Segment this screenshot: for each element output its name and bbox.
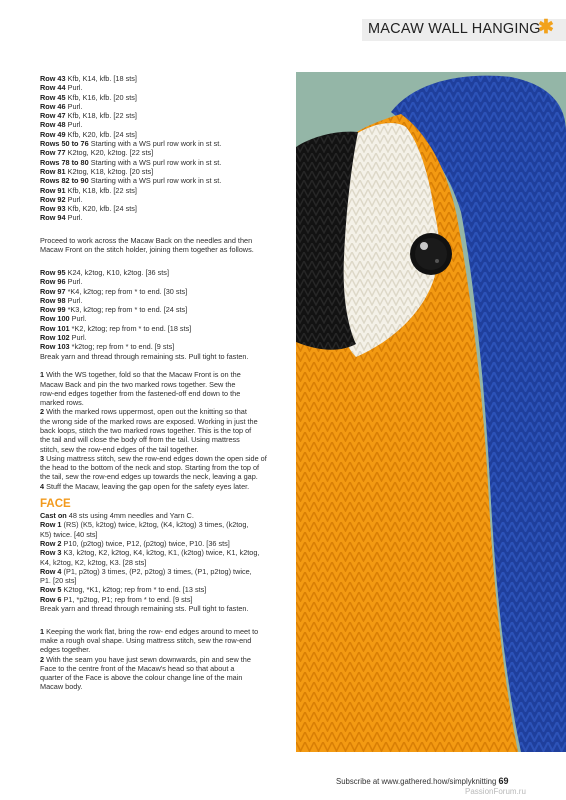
assembly-steps-a bbox=[40, 370, 280, 491]
row-label: Row 6 bbox=[40, 594, 62, 604]
join-line: Macaw Front on the stitch holder, joining them together as follows. bbox=[40, 245, 254, 255]
row-label: Row 91 bbox=[40, 185, 66, 195]
row-text: *k2tog; rep from * to end. [9 sts] bbox=[69, 342, 175, 352]
face-break-instruction: Break yarn and thread through remaining sts. Pull tight to fasten. bbox=[40, 604, 249, 614]
row-label: Cast on bbox=[40, 511, 67, 521]
pattern-row bbox=[40, 83, 280, 92]
step-line bbox=[40, 389, 280, 398]
pattern-row bbox=[40, 195, 280, 204]
step-line bbox=[40, 636, 280, 645]
row-label: Rows 78 to 80 bbox=[40, 157, 89, 167]
pattern-row bbox=[40, 558, 280, 567]
line-text: P1. [20 sts] bbox=[40, 576, 77, 586]
pattern-row bbox=[40, 111, 280, 120]
step-line bbox=[40, 673, 280, 682]
pattern-row bbox=[40, 585, 280, 594]
row-label: Row 2 bbox=[40, 538, 62, 548]
row-text: Kfb, K20, kfb. [24 sts] bbox=[65, 129, 137, 139]
row-text: *K2, k2tog; rep from * to end. [18 sts] bbox=[69, 323, 192, 333]
step-line bbox=[40, 472, 280, 481]
line-text: K2tog, *K1, k2tog; rep from * to end. [13 sts] bbox=[61, 585, 207, 595]
step-line bbox=[40, 380, 280, 389]
step-line bbox=[40, 435, 280, 444]
asterisk-flower-icon: ✱ bbox=[538, 17, 554, 38]
line-text: Keeping the work flat, bring the row- end edges around to meet to bbox=[44, 626, 259, 636]
line-text: Macaw body. bbox=[40, 682, 83, 692]
step-line bbox=[40, 682, 280, 691]
pattern-row bbox=[40, 530, 280, 539]
row-label: Row 4 bbox=[40, 566, 62, 576]
line-text: quarter of the Face is above the colour change line of the main bbox=[40, 673, 243, 683]
pattern-row bbox=[40, 595, 280, 604]
row-label: Row 93 bbox=[40, 204, 66, 214]
assembly-steps-b bbox=[40, 627, 280, 692]
section-heading-face: FACE bbox=[40, 498, 71, 511]
pattern-row bbox=[40, 314, 280, 323]
pattern-column bbox=[40, 74, 280, 692]
step-number: 3 bbox=[40, 453, 45, 463]
pattern-row bbox=[40, 120, 280, 129]
row-label: Row 95 bbox=[40, 267, 66, 277]
join-line: Proceed to work across the Macaw Back on the needles and then bbox=[40, 236, 253, 246]
row-label: Row 45 bbox=[40, 92, 66, 102]
rows-list-a bbox=[40, 74, 280, 223]
row-label: Row 102 bbox=[40, 333, 70, 343]
footer bbox=[336, 776, 509, 786]
line-text: the tail, sew the row-end edges up towards the neck, leaving a gap. bbox=[40, 472, 258, 482]
pattern-row bbox=[40, 324, 280, 333]
line-text: back loops, stitch the two marked rows together. This is the top of bbox=[40, 425, 252, 435]
pattern-row bbox=[40, 167, 280, 176]
pattern-row bbox=[40, 511, 280, 520]
step-line bbox=[40, 454, 280, 463]
row-text: Kfb, K20, kfb. [24 sts] bbox=[65, 204, 137, 214]
line-text: Stuff the Macaw, leaving the gap open for the safety eyes later. bbox=[44, 481, 250, 491]
line-text: stitch, sew the row-end edges of the tail together. bbox=[40, 444, 199, 454]
line-text: Face to the centre front of the Macaw's head so that about a bbox=[40, 663, 235, 673]
row-text: Starting with a WS purl row work in st st. bbox=[88, 176, 222, 186]
line-text: With the WS together, fold so that the Macaw Front is on the bbox=[44, 370, 241, 380]
line-text: marked rows. bbox=[40, 398, 84, 408]
row-text: *K4, k2tog; rep from * to end. [30 sts] bbox=[65, 286, 188, 296]
face-rows-list bbox=[40, 511, 280, 604]
row-text: Kfb, K16, kfb. [20 sts] bbox=[65, 92, 137, 102]
step-line bbox=[40, 463, 280, 472]
pattern-row bbox=[40, 102, 280, 111]
pattern-row bbox=[40, 213, 280, 222]
step-line bbox=[40, 445, 280, 454]
row-label: Row 98 bbox=[40, 295, 66, 305]
pattern-row bbox=[40, 539, 280, 548]
step-line bbox=[40, 482, 280, 491]
step-line bbox=[40, 645, 280, 654]
line-text: (P1, p2tog) 3 times, (P2, p2tog) 3 times, (P1, p2tog) twice, bbox=[61, 566, 252, 576]
pattern-row bbox=[40, 74, 280, 83]
row-label: Row 100 bbox=[40, 314, 70, 324]
line-text: With the marked rows uppermost, open out the knitting so that bbox=[44, 407, 247, 417]
step-line bbox=[40, 655, 280, 664]
row-text: K2tog, K18, k2tog. [20 sts] bbox=[65, 166, 154, 176]
line-text: K5) twice. [40 sts] bbox=[40, 529, 98, 539]
step-number: 1 bbox=[40, 370, 45, 380]
pattern-row bbox=[40, 520, 280, 529]
step-number: 1 bbox=[40, 626, 45, 636]
row-label: Row 97 bbox=[40, 286, 66, 296]
line-text: 48 sts using 4mm needles and Yarn C. bbox=[66, 511, 194, 521]
row-label: Row 77 bbox=[40, 148, 66, 158]
row-text: Kfb, K18, kfb. [22 sts] bbox=[65, 111, 137, 121]
row-label: Row 94 bbox=[40, 213, 66, 223]
line-text: row-end edges together from the fastened-off end down to the bbox=[40, 388, 241, 398]
row-label: Row 49 bbox=[40, 129, 66, 139]
row-label: Row 99 bbox=[40, 305, 66, 315]
pattern-row bbox=[40, 139, 280, 148]
row-label: Row 96 bbox=[40, 277, 66, 287]
row-label: Row 46 bbox=[40, 101, 66, 111]
line-text: the head to the bottom of the neck and stop. Starting from the top of bbox=[40, 463, 260, 473]
row-label: Rows 82 to 90 bbox=[40, 176, 89, 186]
row-text: Purl. bbox=[65, 213, 83, 223]
join-paragraph bbox=[40, 236, 280, 255]
pattern-row bbox=[40, 93, 280, 102]
pattern-row bbox=[40, 158, 280, 167]
row-text: Purl. bbox=[65, 277, 83, 287]
step-line bbox=[40, 407, 280, 416]
pattern-row bbox=[40, 148, 280, 157]
row-text: Purl. bbox=[65, 295, 83, 305]
line-text: Using mattress stitch, sew the row-end edges down the open side of bbox=[44, 453, 267, 463]
step-line bbox=[40, 426, 280, 435]
row-label: Row 101 bbox=[40, 323, 70, 333]
row-text: *K3, k2tog; rep from * to end. [24 sts] bbox=[65, 305, 188, 315]
row-text: Purl. bbox=[65, 120, 83, 130]
row-label: Row 92 bbox=[40, 194, 66, 204]
row-label: Row 48 bbox=[40, 120, 66, 130]
page-number: 69 bbox=[498, 776, 509, 786]
row-label: Row 103 bbox=[40, 342, 70, 352]
step-number: 2 bbox=[40, 407, 45, 417]
row-label: Rows 50 to 76 bbox=[40, 139, 89, 149]
step-line bbox=[40, 627, 280, 636]
pattern-row bbox=[40, 567, 280, 576]
step-number: 4 bbox=[40, 481, 45, 491]
row-text: K24, k2tog, K10, k2tog. [36 sts] bbox=[65, 267, 169, 277]
row-label: Row 1 bbox=[40, 520, 62, 530]
line-text: edges together. bbox=[40, 645, 91, 655]
row-text: Starting with a WS purl row work in st st. bbox=[88, 157, 222, 167]
row-text: Purl. bbox=[69, 314, 87, 324]
row-text: Purl. bbox=[69, 333, 87, 343]
line-text: K4, k2tog, K2, k2tog, K3. [28 sts] bbox=[40, 557, 147, 567]
pattern-row bbox=[40, 277, 280, 286]
row-text: Kfb, K14, kfb. [18 sts] bbox=[65, 74, 137, 83]
row-text: Starting with a WS purl row work in st st. bbox=[88, 139, 222, 149]
pattern-row bbox=[40, 576, 280, 585]
line-text: make a rough oval shape. Using mattress stitch, sew the row-end bbox=[40, 635, 252, 645]
subscribe-link[interactable]: Subscribe at www.gathered.how/simplyknitting bbox=[336, 777, 497, 786]
step-line bbox=[40, 417, 280, 426]
row-text: Purl. bbox=[65, 194, 83, 204]
pattern-row bbox=[40, 305, 280, 314]
step-number: 2 bbox=[40, 654, 45, 664]
line-text: P1, *p2tog, P1; rep from * to end. [9 sts] bbox=[61, 594, 193, 604]
row-text: Purl. bbox=[65, 101, 83, 111]
pattern-row bbox=[40, 342, 280, 351]
pattern-row bbox=[40, 333, 280, 342]
step-line bbox=[40, 370, 280, 379]
macaw-photo bbox=[296, 72, 566, 752]
line-text: Macaw Back and pin the two marked rows together. Sew the bbox=[40, 379, 236, 389]
step-line bbox=[40, 398, 280, 407]
pattern-row bbox=[40, 130, 280, 139]
rows-list-b bbox=[40, 268, 280, 352]
row-label: Row 5 bbox=[40, 585, 62, 595]
page-title: MACAW WALL HANGING bbox=[368, 21, 541, 37]
step-line bbox=[40, 664, 280, 673]
row-label: Row 3 bbox=[40, 548, 62, 558]
break-instruction: Break yarn and thread through remaining sts. Pull tight to fasten. bbox=[40, 351, 249, 361]
row-label: Row 81 bbox=[40, 166, 66, 176]
pattern-row bbox=[40, 548, 280, 557]
line-text: the wrong side of the marked rows are exposed. Working in just the bbox=[40, 416, 258, 426]
line-text: (RS) (K5, k2tog) twice, k2tog, (K4, k2tog) 3 times, (k2tog, bbox=[61, 520, 249, 530]
row-label: Row 43 bbox=[40, 74, 66, 83]
row-text: Kfb, K18, kfb. [22 sts] bbox=[65, 185, 137, 195]
line-text: With the seam you have just sewn downwards, pin and sew the bbox=[44, 654, 251, 664]
watermark: PassionForum.ru bbox=[465, 787, 526, 796]
pattern-row bbox=[40, 204, 280, 213]
pattern-row bbox=[40, 186, 280, 195]
pattern-row bbox=[40, 268, 280, 277]
row-text: Purl. bbox=[65, 83, 83, 93]
row-label: Row 47 bbox=[40, 111, 66, 121]
line-text: the tail and will close the body off from the tail. Using mattress bbox=[40, 435, 240, 445]
row-text: K2tog, K20, k2tog. [22 sts] bbox=[65, 148, 154, 158]
row-label: Row 44 bbox=[40, 83, 66, 93]
pattern-row bbox=[40, 176, 280, 185]
line-text: P10, (p2tog) twice, P12, (p2tog) twice, P10. [36 sts] bbox=[61, 538, 230, 548]
line-text: K3, k2tog, K2, k2tog, K4, k2tog, K1, (k2tog) twice, K1, k2tog, bbox=[61, 548, 260, 558]
pattern-row bbox=[40, 287, 280, 296]
pattern-row bbox=[40, 296, 280, 305]
